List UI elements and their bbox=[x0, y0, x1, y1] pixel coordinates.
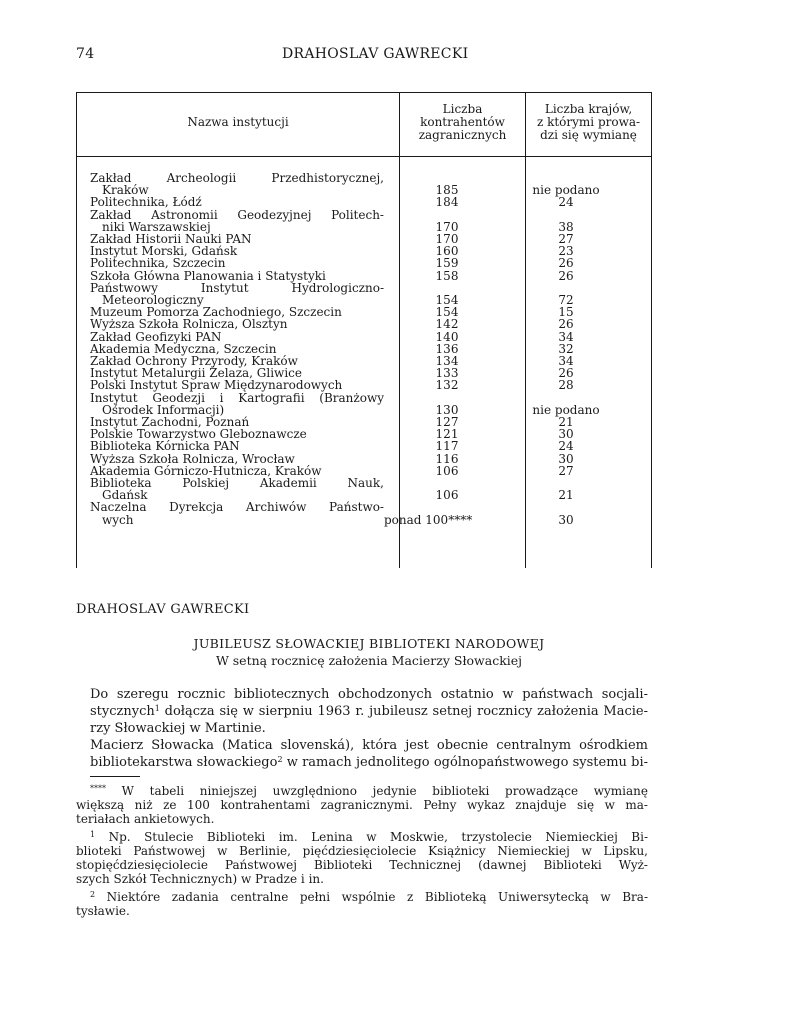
partners-count: ponad 100**** bbox=[384, 512, 473, 527]
text-line: teriałach ankietowych. bbox=[76, 812, 215, 826]
institution-name: Muzeum Pomorza Zachodniego, Szczecin bbox=[90, 305, 342, 320]
partners-count: 136 bbox=[435, 341, 459, 356]
text-line: $^2$ Niektóre zadania centralne pełni wspólnie z Biblioteką Uniwersytecką w Bra- bbox=[90, 890, 648, 904]
countries-count: 72 bbox=[558, 293, 574, 308]
header-countries: Liczba krajów, z którymi prowa- dzi się wymianę bbox=[536, 102, 641, 142]
institution-name: Polskie Towarzystwo Gleboznawcze bbox=[90, 427, 307, 442]
countries-count: 15 bbox=[558, 305, 574, 320]
institution-name: Zakład Geofizyki PAN bbox=[90, 329, 222, 344]
institution-name: Instytut Geodezji i Kartografii (Branżowy Ośrodek Informacji) bbox=[90, 390, 384, 417]
countries-count: 28 bbox=[558, 378, 574, 393]
article-subtitle: W setną rocznicę założenia Macierzy Słowackiej bbox=[215, 653, 523, 668]
table-body bbox=[90, 172, 650, 526]
countries-count: 32 bbox=[558, 341, 574, 356]
partners-count: 184 bbox=[435, 195, 459, 210]
partners-count: 117 bbox=[435, 439, 459, 454]
text-line: Macierz Słowacka (Matica slovenská), która jest obecnie centralnym ośrodkiem bbox=[90, 738, 648, 753]
article-author: DRAHOSLAV GAWRECKI bbox=[76, 602, 250, 617]
footnote-ref-1: 1 bbox=[154, 704, 160, 713]
institution-name: Zakład Astronomii Geodezyjnej Politech- niki Warszawskiej bbox=[90, 207, 384, 234]
table-row bbox=[90, 477, 650, 501]
institution-name: Naczelna Dyrekcja Archiwów Państwo- wych bbox=[90, 500, 384, 527]
text-line: Do szeregu rocznic bibliotecznych obchodzonych ostatnio w państwach socjali- bbox=[90, 687, 648, 702]
footnote-2 bbox=[76, 890, 648, 918]
table-row bbox=[90, 282, 650, 306]
partners-count: 133 bbox=[435, 366, 459, 381]
institution-name: Instytut Morski, Gdańsk bbox=[90, 244, 238, 259]
countries-count: 26 bbox=[558, 268, 574, 283]
header-partners: Liczba kontrahentów zagranicznych bbox=[418, 102, 507, 142]
article-paragraph-2 bbox=[90, 737, 648, 771]
institution-name: Instytut Zachodni, Poznań bbox=[90, 415, 250, 430]
institution-name: Akademia Medyczna, Szczecin bbox=[90, 341, 277, 356]
countries-count: 30 bbox=[558, 427, 574, 442]
institution-name: Państwowy Instytut Hydrologiczno- Meteorologiczny bbox=[90, 280, 384, 308]
partners-count: 142 bbox=[435, 317, 459, 332]
page-number: 74 bbox=[76, 46, 95, 62]
partners-count: 170 bbox=[435, 219, 459, 234]
partners-count: 158 bbox=[435, 268, 459, 283]
countries-count: nie podano bbox=[532, 402, 600, 417]
countries-count: 38 bbox=[558, 219, 574, 234]
countries-count: 27 bbox=[558, 232, 574, 247]
countries-count: 27 bbox=[558, 463, 574, 478]
institution-name: Biblioteka Kórnicka PAN bbox=[90, 439, 240, 454]
text-line: $^1$ Np. Stulecie Biblioteki im. Lenina w Moskwie, trzystolecie Niemieckiej Bi- bbox=[90, 830, 648, 844]
partners-count: 170 bbox=[435, 232, 459, 247]
table-row bbox=[90, 196, 650, 208]
text-line: większą niż ze 100 kontrahentami zagranicznymi. Pełny wykaz znajduje się w ma- bbox=[76, 798, 648, 812]
table-top-rule bbox=[76, 92, 652, 93]
partners-count: 116 bbox=[435, 451, 459, 466]
institution-name: Polski Instytut Spraw Międzynarodowych bbox=[90, 378, 343, 393]
institution-name: Wyższa Szkoła Rolnicza, Olsztyn bbox=[90, 317, 288, 332]
text-line: stycznych$^1$ dołącza się w sierpniu 1963 r. jubileusz setnej rocznicy założenia Macie- bbox=[90, 704, 648, 719]
partners-count: 106 bbox=[435, 463, 459, 478]
partners-count: 154 bbox=[435, 305, 459, 320]
partners-count: 154 bbox=[435, 293, 459, 308]
partners-count: 127 bbox=[435, 415, 459, 430]
countries-count: 21 bbox=[558, 415, 574, 430]
partners-count: 132 bbox=[435, 378, 459, 393]
institution-name: Politechnika, Łódź bbox=[90, 195, 202, 210]
countries-count: 30 bbox=[558, 451, 574, 466]
article-title: JUBILEUSZ SŁOWACKIEJ BIBLIOTEKI NARODOWEJ bbox=[193, 636, 545, 651]
footnote-separator bbox=[90, 776, 140, 777]
text-line: szych Szkół Technicznych) w Pradze i in. bbox=[76, 872, 324, 886]
table-row bbox=[90, 392, 650, 416]
running-title: DRAHOSLAV GAWRECKI bbox=[282, 46, 469, 62]
institution-name: Zakład Historii Nauki PAN bbox=[90, 232, 252, 247]
institution-name: Politechnika, Szczecin bbox=[90, 256, 226, 271]
countries-count: 34 bbox=[558, 329, 574, 344]
table-row bbox=[90, 318, 650, 330]
text-line: rzy Słowackiej w Martinie. bbox=[90, 721, 266, 736]
partners-count: 106 bbox=[435, 488, 459, 503]
countries-count: 34 bbox=[558, 354, 574, 369]
partners-count: 121 bbox=[435, 427, 459, 442]
table-row bbox=[90, 172, 650, 196]
institution-name: Akademia Górniczo-Hutnicza, Kraków bbox=[90, 463, 322, 478]
partners-count: 159 bbox=[435, 256, 459, 271]
article-paragraph-1 bbox=[90, 686, 648, 737]
countries-count: 24 bbox=[558, 439, 574, 454]
partners-count: 130 bbox=[435, 402, 459, 417]
institution-name: Instytut Metalurgii Żelaza, Gliwice bbox=[90, 366, 302, 381]
institution-name: Zakład Ochrony Przyrody, Kraków bbox=[90, 354, 298, 369]
countries-count: 26 bbox=[558, 317, 574, 332]
header-institution: Nazwa instytucji bbox=[187, 115, 289, 129]
countries-count: 21 bbox=[558, 488, 574, 503]
text-line: tysławie. bbox=[76, 904, 130, 918]
institution-name: Biblioteka Polskiej Akademii Nauk, Gdańsk bbox=[90, 476, 384, 503]
partners-count: 140 bbox=[435, 329, 459, 344]
institution-name: Szkoła Główna Planowania i Statystyki bbox=[90, 268, 326, 283]
countries-count: 26 bbox=[558, 366, 574, 381]
footnote-ref-2: 2 bbox=[277, 755, 283, 764]
table-header-rule bbox=[76, 156, 652, 157]
footnote-table-note bbox=[76, 784, 648, 826]
text-line: **** W tabeli niniejszej uwzględniono jedynie biblioteki prowadzące wymianę bbox=[90, 784, 648, 798]
partners-count: 185 bbox=[435, 183, 459, 198]
table-left-rule bbox=[76, 92, 77, 568]
countries-count: 23 bbox=[558, 244, 574, 259]
partners-count: 160 bbox=[435, 244, 459, 259]
table-row bbox=[90, 440, 650, 452]
text-line: blioteki Państwowej w Berlinie, pięćdziesięciolecie Książnicy Niemieckiej w Lipsku, bbox=[76, 844, 648, 858]
table-right-rule bbox=[651, 92, 652, 568]
institution-name: Zakład Archeologii Przedhistorycznej, Kraków bbox=[90, 171, 384, 198]
table-row bbox=[90, 501, 650, 525]
text-line: bibliotekarstwa słowackiego$^2$ w ramach jednolitego ogólnopaństwowego systemu bi- bbox=[90, 755, 649, 770]
table-row bbox=[90, 379, 650, 391]
countries-count: nie podano bbox=[532, 183, 600, 198]
text-line: stopięćdziesięciolecie Państwowej Biblioteki Technicznej (dawnej Biblioteki Wyż- bbox=[76, 858, 648, 872]
countries-count: 26 bbox=[558, 256, 574, 271]
table-row bbox=[90, 331, 650, 343]
footnote-1 bbox=[76, 830, 648, 886]
partners-count: 134 bbox=[435, 354, 459, 369]
table-row bbox=[90, 270, 650, 282]
countries-count: 30 bbox=[558, 512, 574, 527]
countries-count: 24 bbox=[558, 195, 574, 210]
table-row bbox=[90, 209, 650, 233]
table-row bbox=[90, 257, 650, 269]
institution-name: Wyższa Szkoła Rolnicza, Wrocław bbox=[90, 451, 295, 466]
